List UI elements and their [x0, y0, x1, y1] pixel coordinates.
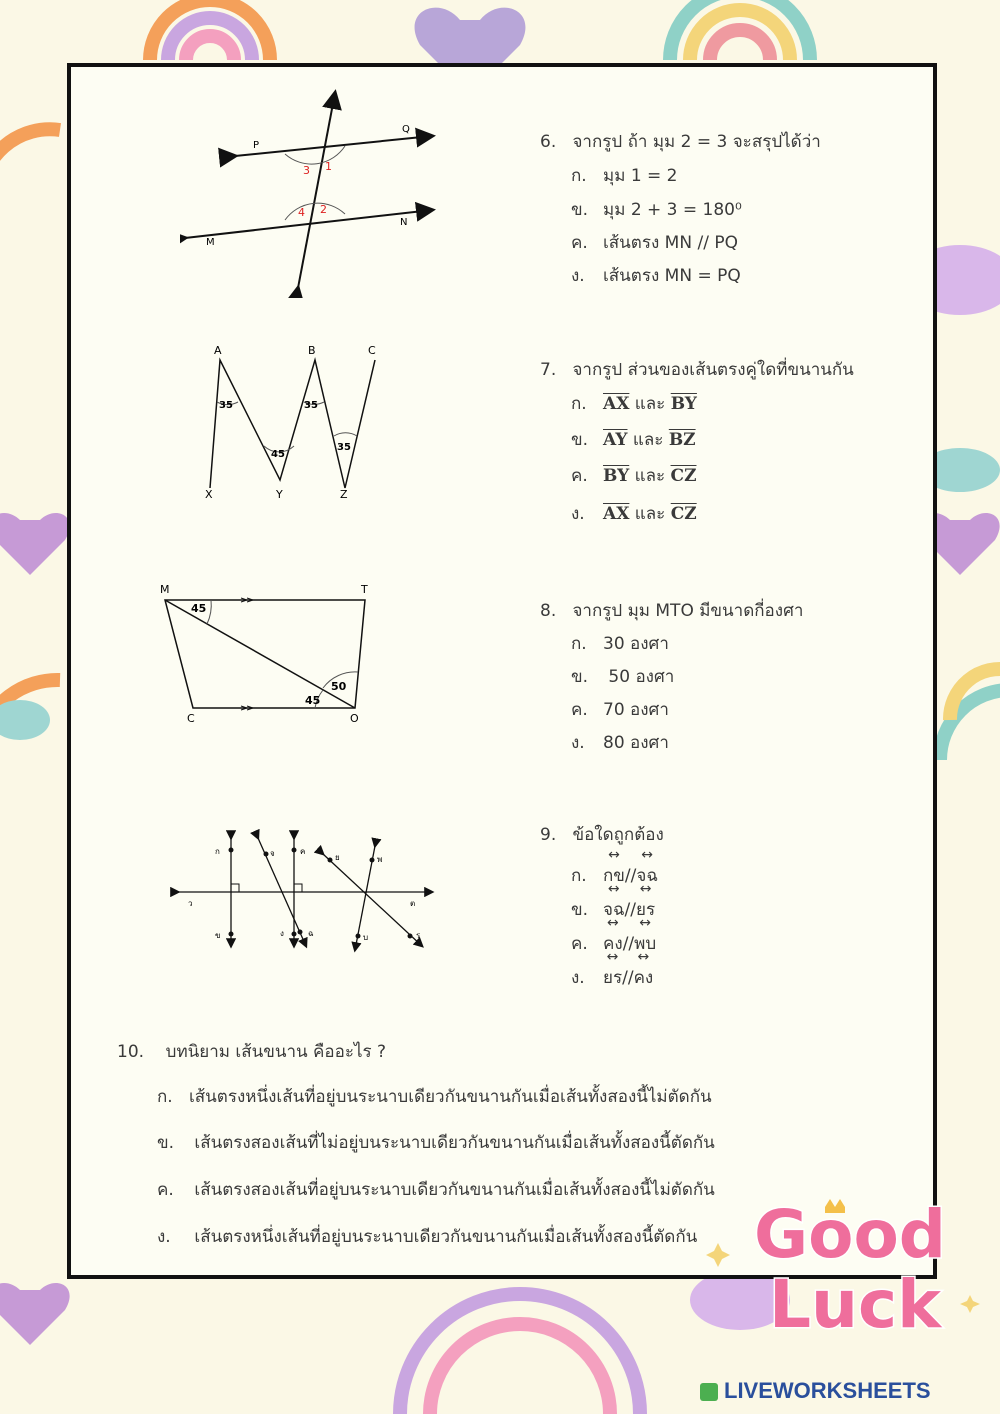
q7-label-z: Z [340, 488, 348, 501]
option-label: ก. [571, 166, 587, 186]
q8-label-m: M [160, 583, 170, 596]
q8-angle-o2: 50 [331, 680, 347, 693]
q6-angle-1: 1 [325, 160, 332, 173]
line-a: ↔ กข [603, 856, 625, 889]
option-text: เส้นตรงสองเส้นที่อยู่บนระนาบเดียวกันขนานกันเมื่อเส้นทั้งสองนี้ไม่ตัดกัน [189, 1180, 715, 1200]
q6-label-q: Q [402, 124, 410, 135]
option-label: ข. [571, 200, 589, 220]
q6-option-c[interactable] [571, 229, 738, 256]
option-text: 30 องศา [603, 634, 669, 654]
q9-label-ph: พ [377, 855, 383, 864]
option-text: มุม 1 = 2 [603, 166, 678, 186]
q6-label-m: M [206, 237, 215, 248]
option-label: ก. [571, 866, 587, 886]
q7-figure [200, 340, 400, 510]
option-label: ก. [571, 394, 587, 414]
q8-figure [155, 580, 385, 725]
q8-angle-m: 45 [191, 602, 207, 615]
q7-angle-a: 35 [219, 400, 233, 411]
option-text: มุม 2 + 3 = 180⁰ [603, 200, 742, 220]
q10-option-d[interactable] [157, 1223, 697, 1250]
q10-question [117, 1038, 386, 1065]
q9-label-right: ต [410, 899, 416, 908]
q10-option-a[interactable] [157, 1083, 712, 1110]
line-b: ↔ พบ [634, 924, 656, 957]
connector: และ [634, 504, 666, 524]
line-a: ↔ จฉ [603, 890, 625, 923]
q6-angle-3: 3 [303, 164, 310, 177]
line-b: ↔ ยร [636, 890, 655, 923]
option-text: เส้นตรง MN // PQ [603, 233, 738, 253]
option-label: ข. [571, 667, 589, 687]
option-text: เส้นตรง MN = PQ [603, 266, 741, 286]
sparkle-icon [706, 1243, 730, 1267]
option-label: ค. [571, 233, 588, 253]
option-label: ง. [571, 504, 585, 524]
q8-label-t: T [361, 583, 368, 596]
q7-label-y: Y [276, 488, 283, 501]
option-label: ข. [571, 430, 589, 450]
option-text: เส้นตรงหนึ่งเส้นที่อยู่บนระนาบเดียวกันขนานกันเมื่อเส้นทั้งสองนี้ตัดกัน [189, 1227, 698, 1247]
option-label: ง. [571, 266, 585, 286]
q7-option-a[interactable] [571, 390, 697, 417]
q7-label-b: B [308, 344, 316, 357]
q6-stem: จากรูป ถ้า มุม 2 = 3 จะสรุปได้ว่า [572, 132, 821, 152]
q8-angle-o1: 45 [305, 694, 321, 707]
connector: และ [632, 430, 664, 450]
brand-text: LIVEWORKSHEETS [724, 1378, 931, 1403]
segment-b: $\overline{BZ}$ [668, 430, 696, 450]
q9-label-b: บ [363, 933, 369, 942]
option-label: ค. [157, 1180, 174, 1200]
q7-option-d[interactable] [571, 500, 697, 527]
option-label: ค. [571, 466, 588, 486]
q7-number: 7. [540, 360, 557, 380]
option-label: ก. [571, 634, 587, 654]
q7-option-c[interactable] [571, 462, 697, 489]
option-label: ค. [571, 700, 588, 720]
line-b: ↔ คง [634, 958, 654, 991]
q9-figure [170, 828, 440, 958]
q8-option-d[interactable] [571, 729, 669, 756]
luck-text: Luck [768, 1266, 942, 1335]
option-label: ค. [571, 934, 588, 954]
parallel-sign: // [622, 968, 634, 988]
good-luck-sticker [700, 1195, 1000, 1335]
q9-question [540, 821, 664, 848]
q8-option-c[interactable] [571, 696, 669, 723]
q7-label-a: A [214, 344, 222, 357]
parallel-sign: // [624, 866, 637, 886]
q9-label-kh: ข [215, 931, 221, 940]
segment-a: $\overline{AX}$ [603, 394, 630, 414]
connector: และ [634, 394, 666, 414]
segment-b: $\overline{BY}$ [670, 394, 697, 414]
q6-angle-2: 2 [320, 203, 327, 216]
q8-label-o: O [350, 712, 359, 725]
q9-stem: ข้อใดถูกต้อง [572, 825, 664, 845]
q8-option-b[interactable] [571, 663, 674, 690]
q8-stem: จากรูป มุม MTO มีขนาดกี่องศา [572, 601, 804, 621]
q8-option-a[interactable] [571, 630, 669, 657]
q9-label-ng: ง [280, 929, 284, 938]
option-text: เส้นตรงสองเส้นที่ไม่อยู่บนระนาบเดียวกันขนานกันเมื่อเส้นทั้งสองนี้ตัดกัน [189, 1133, 715, 1153]
option-label: ง. [157, 1227, 171, 1247]
q10-option-c[interactable] [157, 1176, 715, 1203]
segment-a: $\overline{BY}$ [603, 466, 630, 486]
q10-stem: บทนิยาม เส้นขนาน คืออะไร ? [165, 1042, 387, 1062]
q7-stem: จากรูป ส่วนของเส้นตรงคู่ใดที่ขนานกัน [572, 360, 854, 380]
segment-a: $\overline{AX}$ [603, 504, 630, 524]
q7-question [540, 356, 854, 383]
q8-number: 8. [540, 601, 557, 621]
q9-label-y: ย [335, 853, 340, 862]
q9-option-d[interactable] [571, 958, 653, 991]
q9-label-ch: ฉ [308, 929, 314, 938]
option-text: 80 องศา [603, 733, 669, 753]
q6-option-d[interactable] [571, 262, 741, 289]
option-label: ง. [571, 968, 585, 988]
segment-b: $\overline{CZ}$ [670, 466, 697, 486]
option-label: ก. [157, 1087, 173, 1107]
q7-angle-b: 35 [304, 400, 318, 411]
parallel-sign: // [622, 934, 635, 954]
q7-angle-y: 45 [271, 449, 285, 460]
option-text: เส้นตรงหนึ่งเส้นที่อยู่บนระนาบเดียวกันขนานกันเมื่อเส้นทั้งสองนี้ไม่ตัดกัน [189, 1087, 712, 1107]
q7-label-x: X [205, 488, 213, 501]
q9-label-left: ว [188, 899, 193, 908]
good-text: Good [753, 1196, 947, 1273]
option-label: ข. [157, 1133, 175, 1153]
q6-option-b[interactable] [571, 196, 742, 223]
liveworksheets-logo[interactable] [700, 1378, 931, 1404]
q6-label-n: N [400, 217, 408, 228]
q6-label-p: P [253, 140, 260, 151]
segment-a: $\overline{AY}$ [603, 430, 628, 450]
q6-angle-4: 4 [298, 206, 305, 219]
q9-label-kg: ค [300, 847, 306, 856]
q8-label-c: C [187, 712, 195, 725]
q10-number: 10. [117, 1042, 145, 1062]
q9-number: 9. [540, 825, 557, 845]
q10-option-b[interactable] [157, 1129, 715, 1156]
option-text: 70 องศา [603, 700, 669, 720]
line-b: ↔ จฉ [636, 856, 658, 889]
sparkle-icon [960, 1295, 980, 1313]
q6-question [540, 128, 821, 155]
option-label: ง. [571, 733, 585, 753]
segment-b: $\overline{CZ}$ [670, 504, 697, 524]
q9-label-r: ร [416, 931, 421, 940]
option-text: 50 องศา [603, 667, 675, 687]
q7-option-b[interactable] [571, 426, 696, 453]
q6-number: 6. [540, 132, 557, 152]
q6-option-a[interactable] [571, 162, 678, 189]
option-label: ข. [571, 900, 589, 920]
q9-label-j: จ [270, 849, 275, 858]
q6-figure [180, 88, 440, 298]
q9-label-k: ก [215, 847, 220, 856]
liveworksheets-icon [700, 1383, 718, 1401]
q8-question [540, 597, 803, 624]
q7-label-c: C [368, 344, 376, 357]
q7-angle-z: 35 [337, 442, 351, 453]
line-a: ↔ คง [603, 924, 623, 957]
parallel-sign: // [624, 900, 637, 920]
connector: และ [634, 466, 666, 486]
line-a: ↔ ยร [603, 958, 622, 991]
